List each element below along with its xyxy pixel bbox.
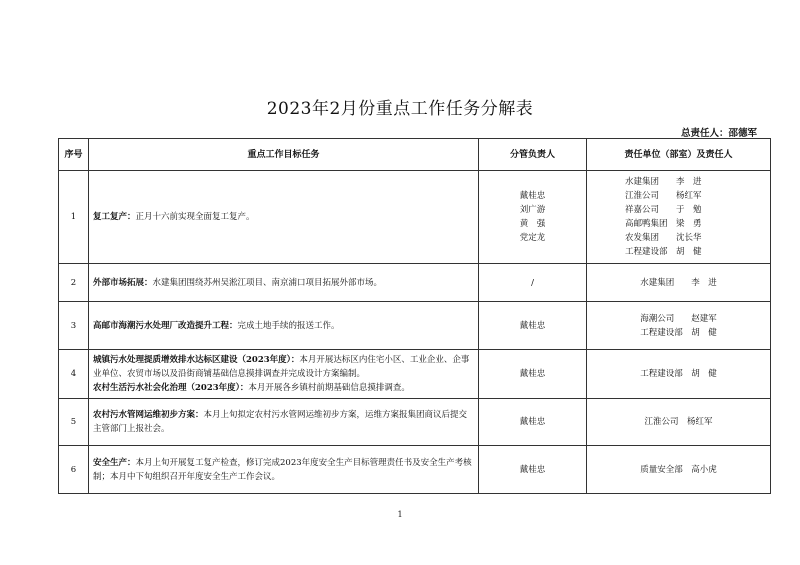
lead-name: /	[531, 277, 534, 288]
unit-entry: 高邮鸭集团 梁 勇	[625, 219, 702, 229]
lead-cell	[479, 171, 587, 264]
lead-name: 戴桂忠	[519, 417, 546, 427]
task-label: 复工复产：	[93, 212, 136, 222]
header-task: 重点工作目标任务	[89, 139, 479, 171]
unit-cell	[587, 264, 771, 302]
unit-entry: 海潮公司 赵建军	[640, 313, 717, 324]
task-text: 本月开展达标区内住宅小区、工业企业、企事业单位、农贸市场以及沿街商铺基础信息摸排调查并完成设计方案编制。	[93, 355, 470, 379]
unit-entry: 农发集团 沈长华	[625, 233, 702, 243]
unit-entry: 祥嘉公司 于 勉	[625, 205, 702, 215]
task-table	[58, 138, 771, 494]
unit-entry: 水建集团 李 进	[640, 277, 717, 288]
row-number: 2	[59, 264, 89, 302]
lead-name: 刘广游	[519, 205, 546, 215]
header-no: 序号	[59, 139, 89, 171]
unit-entry: 工程建设部 胡 健	[640, 327, 717, 338]
header-lead: 分管负责人	[479, 139, 587, 171]
table-row	[59, 302, 771, 350]
page-number: 1	[397, 510, 403, 519]
task-text: 水建集团围绕苏州吴淞江项目、南京浦口项目拓展外部市场。	[152, 277, 383, 288]
lead-cell	[479, 264, 587, 302]
unit-entry: 江淮公司 杨红军	[644, 417, 713, 427]
lead-cell	[479, 446, 587, 494]
task-cell	[89, 264, 479, 302]
table-row	[59, 446, 771, 494]
task-label: 安全生产：	[93, 457, 136, 468]
row-number: 4	[59, 350, 89, 399]
task-label: 高邮市海潮污水处理厂改造提升工程：	[93, 320, 238, 331]
table-row	[59, 399, 771, 446]
task-label: 外部市场拓展：	[93, 277, 153, 288]
lead-name: 戴桂忠	[519, 320, 546, 331]
overall-owner: 总责任人：邵德军	[680, 128, 757, 139]
lead-name: 黄 强	[519, 219, 546, 229]
table-row	[59, 350, 771, 399]
unit-entry: 水建集团 李 进	[625, 177, 702, 187]
lead-name: 戴桂忠	[519, 369, 546, 379]
lead-name: 戴桂忠	[519, 464, 546, 475]
task-label: 农村生活污水社会化治理（2023年度）：	[93, 383, 249, 393]
table-row	[59, 171, 771, 264]
unit-entry: 江淮公司 杨红军	[625, 191, 702, 201]
task-label: 城镇污水处理提质增效排水达标区建设（2023年度）：	[93, 355, 300, 365]
task-text: 正月十六前实现全面复工复产。	[135, 212, 255, 222]
unit-cell	[587, 350, 771, 399]
unit-entry: 工程建设部 胡 健	[640, 369, 717, 379]
lead-cell	[479, 350, 587, 399]
lead-cell	[479, 399, 587, 446]
unit-cell	[587, 171, 771, 264]
task-text: 完成土地手续的报送工作。	[237, 320, 340, 331]
document-title: 2023年2月份重点工作任务分解表	[266, 99, 534, 119]
lead-name: 戴桂忠	[519, 191, 546, 201]
task-text: 本月开展各乡镇村前期基础信息摸排调查。	[248, 383, 410, 393]
task-cell	[89, 171, 479, 264]
table-row	[59, 264, 771, 302]
row-number: 1	[59, 171, 89, 264]
unit-cell	[587, 399, 771, 446]
lead-cell	[479, 302, 587, 350]
task-text: 本月上旬开展复工复产检查，修订完成2023年度安全生产目标管理责任书及安全生产考核制；本月中下旬组织召开年度安全生产工作会议。	[93, 457, 472, 482]
task-cell	[89, 399, 479, 446]
task-cell	[89, 302, 479, 350]
task-cell	[89, 446, 479, 494]
task-label: 农村污水管网运维初步方案：	[93, 410, 204, 420]
table-header-row	[59, 139, 771, 171]
task-text: 本月上旬拟定农村污水管网运维初步方案，运维方案报集团商议后提交主管部门上报社会。	[93, 410, 468, 434]
header-unit: 责任单位（部室）及责任人	[587, 139, 771, 171]
row-number: 5	[59, 399, 89, 446]
unit-entry: 工程建设部 胡 健	[625, 247, 702, 257]
lead-name: 党定龙	[519, 233, 546, 243]
unit-cell	[587, 302, 771, 350]
task-cell	[89, 350, 479, 399]
unit-entry: 质量安全部 高小虎	[640, 464, 717, 475]
unit-cell	[587, 446, 771, 494]
row-number: 3	[59, 302, 89, 350]
row-number: 6	[59, 446, 89, 494]
